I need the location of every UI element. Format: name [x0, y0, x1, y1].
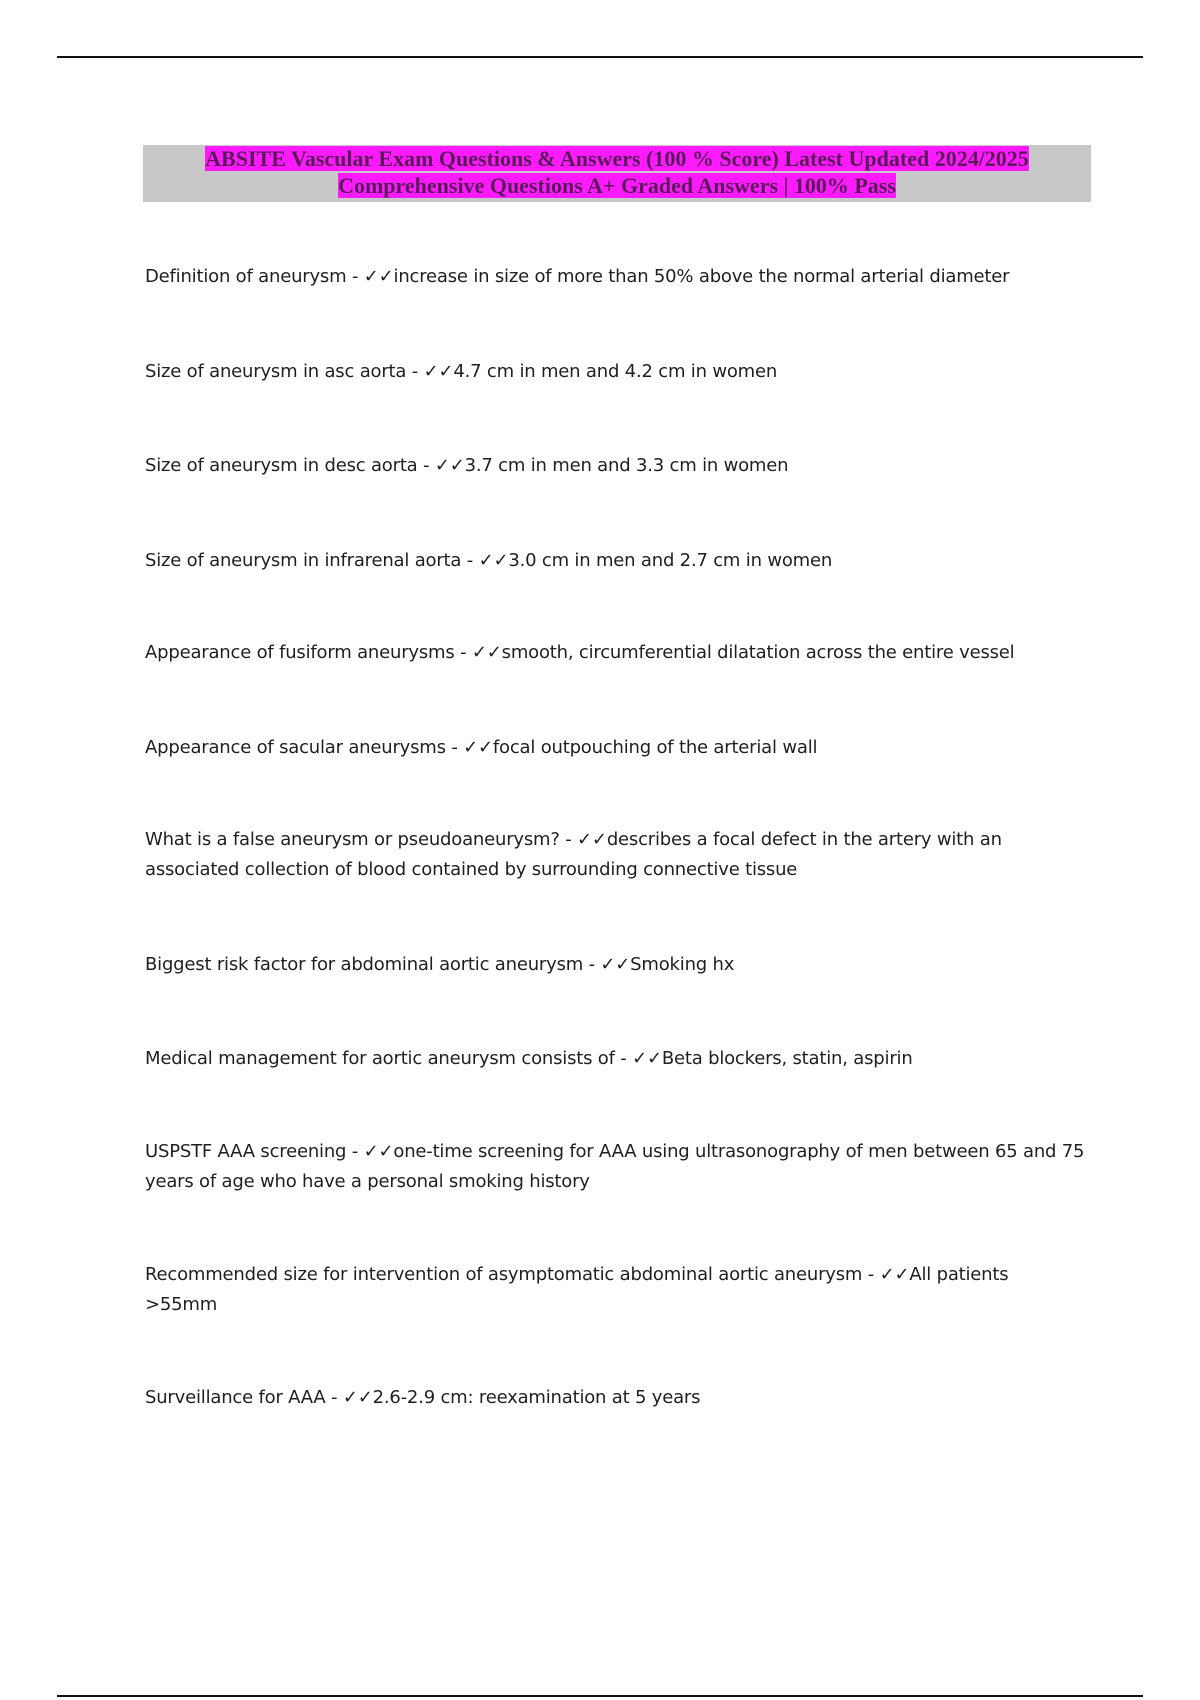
- title-line-2: Comprehensive Questions A+ Graded Answers | 100% Pass: [338, 173, 896, 198]
- qa-item: USPSTF AAA screening - ✓✓one-time screening for AAA using ultrasonography of men between 65 and 75 years of age who have a personal smoking history: [145, 1141, 1085, 1192]
- qa-item: What is a false aneurysm or pseudoaneurysm? - ✓✓describes a focal defect in the artery with an associated collection of blood contained by surrounding connective tissue: [145, 829, 1002, 880]
- qa-item: Surveillance for AAA - ✓✓2.6-2.9 cm: reexamination at 5 years: [145, 1387, 701, 1408]
- top-rule: [57, 56, 1143, 58]
- qa-item: Recommended size for intervention of asymptomatic abdominal aortic aneurysm - ✓✓All patients >55mm: [145, 1264, 1009, 1315]
- qa-item: Definition of aneurysm - ✓✓increase in size of more than 50% above the normal arterial diameter: [145, 266, 1010, 287]
- qa-item: Size of aneurysm in asc aorta - ✓✓4.7 cm in men and 4.2 cm in women: [145, 361, 778, 382]
- qa-item: Appearance of sacular aneurysms - ✓✓focal outpouching of the arterial wall: [145, 737, 818, 758]
- qa-item: Appearance of fusiform aneurysms - ✓✓smooth, circumferential dilatation across the entire vessel: [145, 642, 1015, 663]
- bottom-rule: [57, 1695, 1143, 1697]
- qa-item: Size of aneurysm in desc aorta - ✓✓3.7 cm in men and 3.3 cm in women: [145, 455, 789, 476]
- qa-item: Size of aneurysm in infrarenal aorta - ✓✓3.0 cm in men and 2.7 cm in women: [145, 550, 833, 571]
- document-title: [143, 145, 1091, 202]
- title-line-1: ABSITE Vascular Exam Questions & Answers (100 % Score) Latest Updated 2024/2025: [205, 146, 1029, 171]
- qa-item: Medical management for aortic aneurysm consists of - ✓✓Beta blockers, statin, aspirin: [145, 1048, 913, 1069]
- qa-item: Biggest risk factor for abdominal aortic aneurysm - ✓✓Smoking hx: [145, 954, 735, 975]
